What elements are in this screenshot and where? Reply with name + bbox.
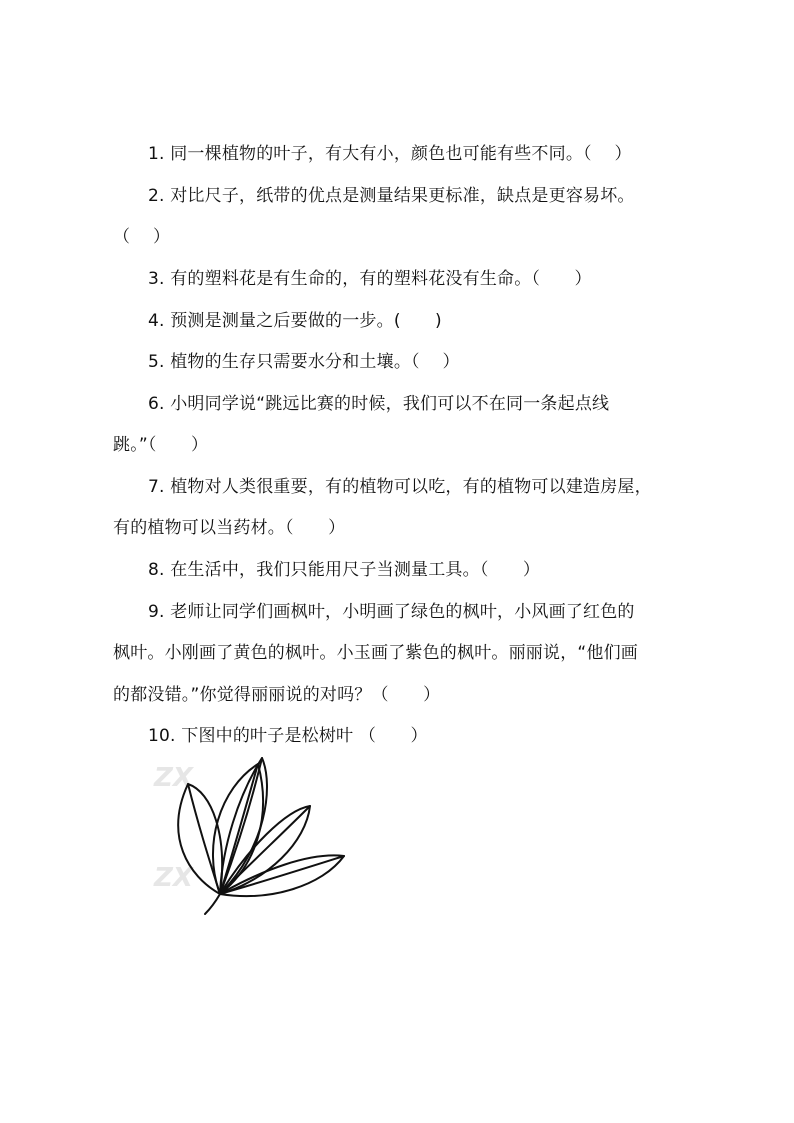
leaf-cluster-icon <box>150 756 360 921</box>
watermark-bottom: ZX <box>154 863 193 893</box>
question-5: 5. 植物的生存只需要水分和土壤。（ ） <box>148 352 460 372</box>
question-6-continuation: 跳。”（ ） <box>113 435 209 455</box>
watermark-top: ZX <box>154 763 193 793</box>
question-9-continuation-1: 枫叶。小刚画了黄色的枫叶。小玉画了紫色的枫叶。丽丽说，“他们画 <box>113 643 639 663</box>
question-6: 6. 小明同学说“跳远比赛的时候，我们可以不在同一条起点线 <box>148 394 610 414</box>
question-8: 8. 在生活中，我们只能用尺子当测量工具。（ ） <box>148 560 541 580</box>
question-7: 7. 植物对人类很重要，有的植物可以吃，有的植物可以建造房屋， <box>148 477 652 497</box>
question-2: 2. 对比尺子，纸带的优点是测量结果更标准，缺点是更容易坏。 <box>148 186 635 206</box>
question-10: 10. 下图中的叶子是松树叶 （ ） <box>148 726 428 746</box>
question-4: 4. 预测是测量之后要做的一步。( ) <box>148 311 442 331</box>
question-7-continuation: 有的植物可以当药材。（ ） <box>113 518 346 538</box>
leaf-stem <box>205 894 220 914</box>
question-2-continuation: （ ） <box>113 227 171 247</box>
question-9: 9. 老师让同学们画枫叶，小明画了绿色的枫叶，小风画了红色的 <box>148 602 635 622</box>
question-9-continuation-2: 的都没错。”你觉得丽丽说的对吗？（ ） <box>113 685 441 705</box>
question-1: 1. 同一棵植物的叶子，有大有小，颜色也可能有些不同。（ ） <box>148 144 632 164</box>
question-3: 3. 有的塑料花是有生命的，有的塑料花没有生命。（ ） <box>148 269 592 289</box>
